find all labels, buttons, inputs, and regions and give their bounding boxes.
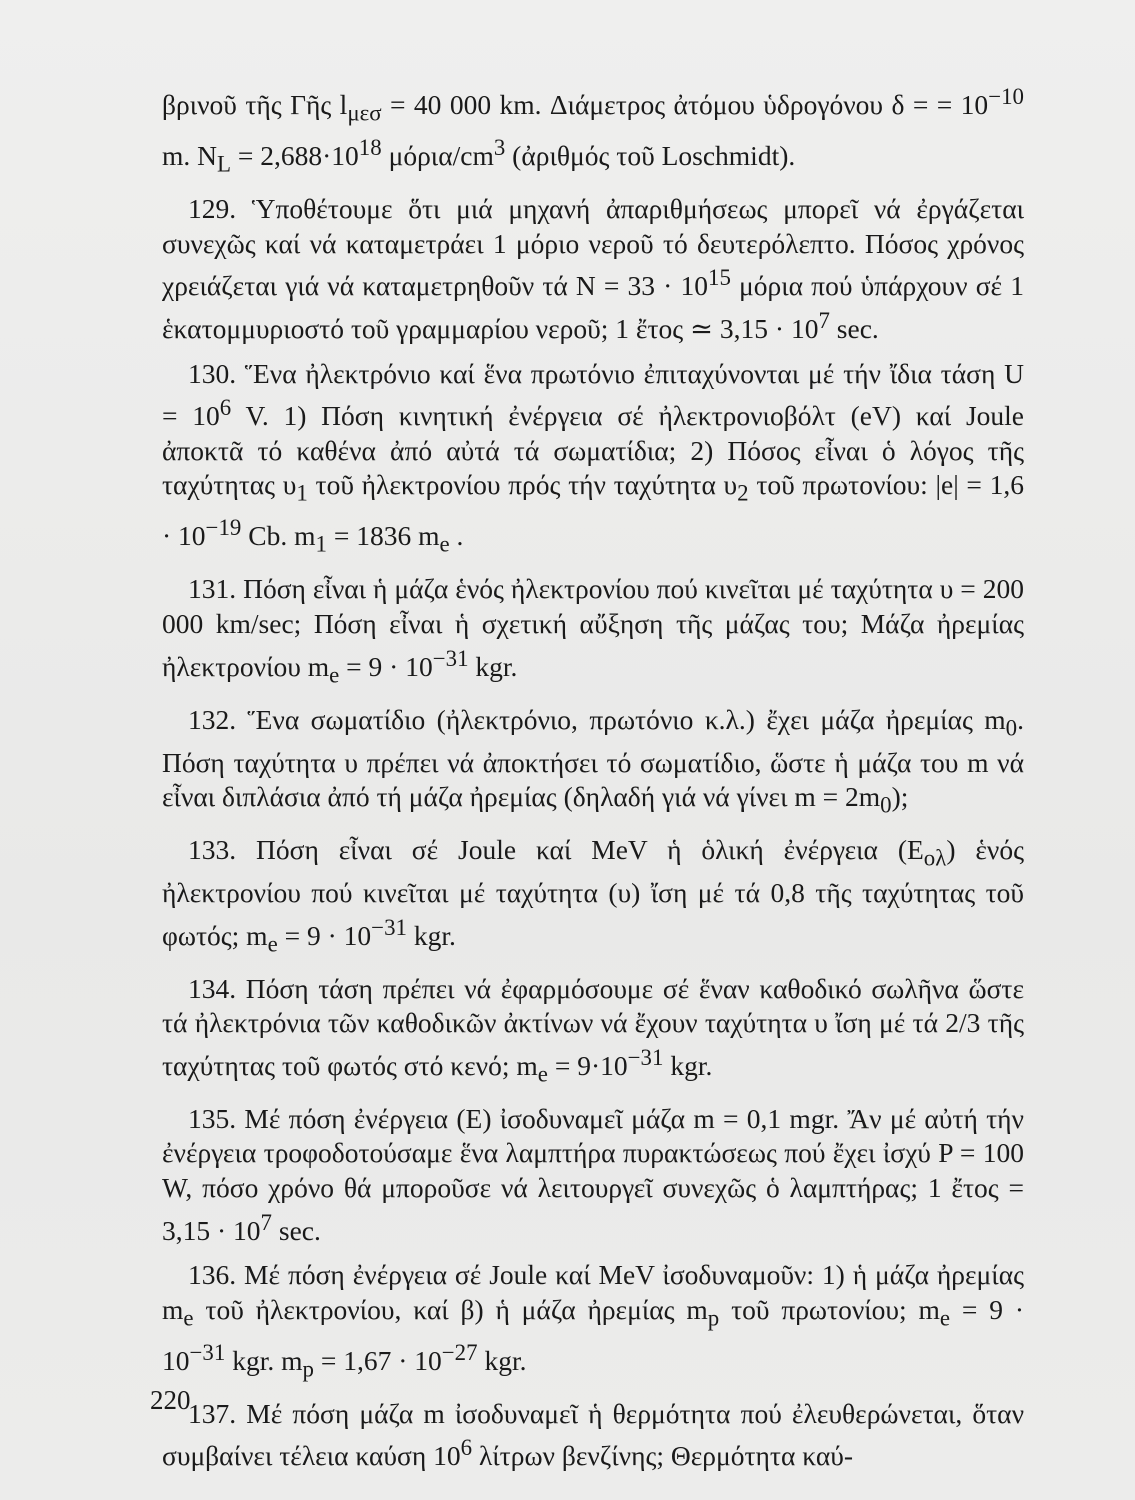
problem-number: 136. [188,1259,237,1291]
problem-number: 137. [188,1397,237,1429]
problem-text: Ἕνα σωματίδιο (ἠλεκτρόνιο, πρωτόνιο κ.λ.) ἔχει μάζα ἠρεμίας $m_0$. Πόση ταχύτητα υ πρέπει νά ἀποκτήσει τό σωματίδιο, ὥστε ἡ μάζα του m νά εἶναι διπλάσια ἀπό τή μάζα ἠρεμίας (δηλαδή γιά νά γίνει $m = 2m_0$); [162,703,1024,818]
page-text [162,80,1024,1474]
problem-133 [162,833,1024,962]
problem-text: Πόση εἶναι ἡ μάζα ἑνός ἠλεκτρονίου πού κινεῖται μέ ταχύτητα υ = 200 000 km/sec; Πόση εἶναι ἡ σχετική αὔξηση τῆς μάζας του; Μάζα ἠρεμίας ἠλεκτρονίου $m_e = 9 \cdot 10^{-31}$ kgr. [162,573,1025,688]
problem-text: Πόση τάση πρέπει νά ἐφαρμόσουμε σέ ἕναν καθοδικό σωλῆνα ὥστε τά ἠλεκτρόνια τῶν καθοδικῶν ἀκτίνων νά ἔχουν ταχύτητα υ ἴση μέ τά 2/3 τῆς ταχύτητας τοῦ φωτός στό κενό; $m_e = 9\cdot 10^{-31}$ kgr. [162,972,1024,1087]
problem-number: 133. [188,834,237,866]
problem-number: 135. [188,1102,237,1134]
problem-text: Πόση εἶναι σέ Joule καί MeV ἡ ὁλική ἐνέργεια $(E_{o\lambda})$ ἑνός ἠλεκτρονίου πού κινεῖται μέ ταχύτητα (υ) ἴση μέ τά 0,8 τῆς ταχύτητας τοῦ φωτός; $m_e = 9 \cdot 10^{-31}$ kgr. [162,834,1024,957]
problem-number: 129. [188,193,237,225]
problem-text: Μέ πόση μάζα m ἰσοδυναμεῖ ἡ θερμότητα πού ἐλευθερώνεται, ὅταν συμβαίνει τέλεια καύση $10^6$ λίτρων βενζίνης; Θερμότητα καύ- [162,1397,1025,1472]
intro-paragraph: βρινοῦ τῆς Γῆς $l_{\mu\varepsilon\sigma} = 40$ 000 km. Διάμετρος ἀτόμου ὑδρογόνου δ = = $10^{-10}$ m. $N_L = 2,688\cdot 10^{18}$ μόρια/$cm^3$ (ἀριθμός τοῦ Loschmidt). [162,84,1025,177]
problem-136 [162,1258,1024,1387]
problem-137 [162,1397,1024,1474]
problem-number: 132. [188,703,237,735]
page-number: 220 [150,1385,191,1415]
problem-129 [162,192,1024,346]
problem-text: Ἕνα ἠλεκτρόνιο καί ἕνα πρωτόνιο ἐπιταχύνονται μέ τήν ἴδια τάση $U = 10^6$ V. 1) Πόση κινητική ἐνέργεια σέ ἠλεκτρονιοβόλτ (eV) καί Joule ἀποκτᾶ τό καθένα ἀπό αὐτά τά σωματίδια; 2) Πόσος εἶναι ὁ λόγος τῆς ταχύτητας $\upsilon_1$ τοῦ ἠλεκτρονίου πρός τήν ταχύτητα $\upsilon_2$ τοῦ πρωτονίου: $|e| = 1,6 \cdot 10^{-19}$ Cb. $m_1 = 1836$ $m_e$ . [162,357,1024,557]
problem-131 [162,572,1024,692]
problem-135 [162,1102,1024,1248]
problem-text: Ὑποθέτουμε ὅτι μιά μηχανή ἀπαριθμήσεως μπορεῖ νά ἐργάζεται συνεχῶς καί νά καταμετράει 1 μόριο νεροῦ τό δευτερόλεπτο. Πόσος χρόνος χρειάζεται γιά νά καταμετρηθοῦν τά $N = 33 \cdot 10^{15}$ μόρια πού ὑπάρχουν σέ 1 ἑκατομμυριοστό τοῦ γραμμαρίου νεροῦ; 1 ἔτος ≃ $3,15 \cdot 10^7$ sec. [162,193,1025,345]
problem-text: Μέ πόση ἐνέργεια (E) ἰσοδυναμεῖ μάζα m = 0,1 mgr. Ἄν μέ αὐτή τήν ἐνέργεια τροφοδοτούσαμε ἕνα λαμπτήρα πυρακτώσεως πού ἔχει ἰσχύ P = 100 W, πόσο χρόνο θά μποροῦσε νά λειτουργεῖ συνεχῶς ὁ λαμπτήρας; 1 ἔτος = $3,15 \cdot 10^7$ sec. [162,1102,1024,1246]
problem-text: Μέ πόση ἐνέργεια σέ Joule καί MeV ἰσοδυναμοῦν: 1) ἡ μάζα ἠρεμίας $m_e$ τοῦ ἠλεκτρονίου, καί β) ἡ μάζα ἠρεμίας $m_p$ τοῦ πρωτονίου; $m_e = 9 \cdot 10^{-31}$ kgr. $m_p = 1,67 \cdot 10^{-27}$ kgr. [162,1259,1025,1382]
problem-number: 130. [188,357,237,389]
problem-number: 134. [188,972,237,1004]
problem-134 [162,972,1024,1092]
problem-132 [162,703,1024,824]
problem-130 [162,357,1024,563]
problem-number: 131. [188,573,237,605]
